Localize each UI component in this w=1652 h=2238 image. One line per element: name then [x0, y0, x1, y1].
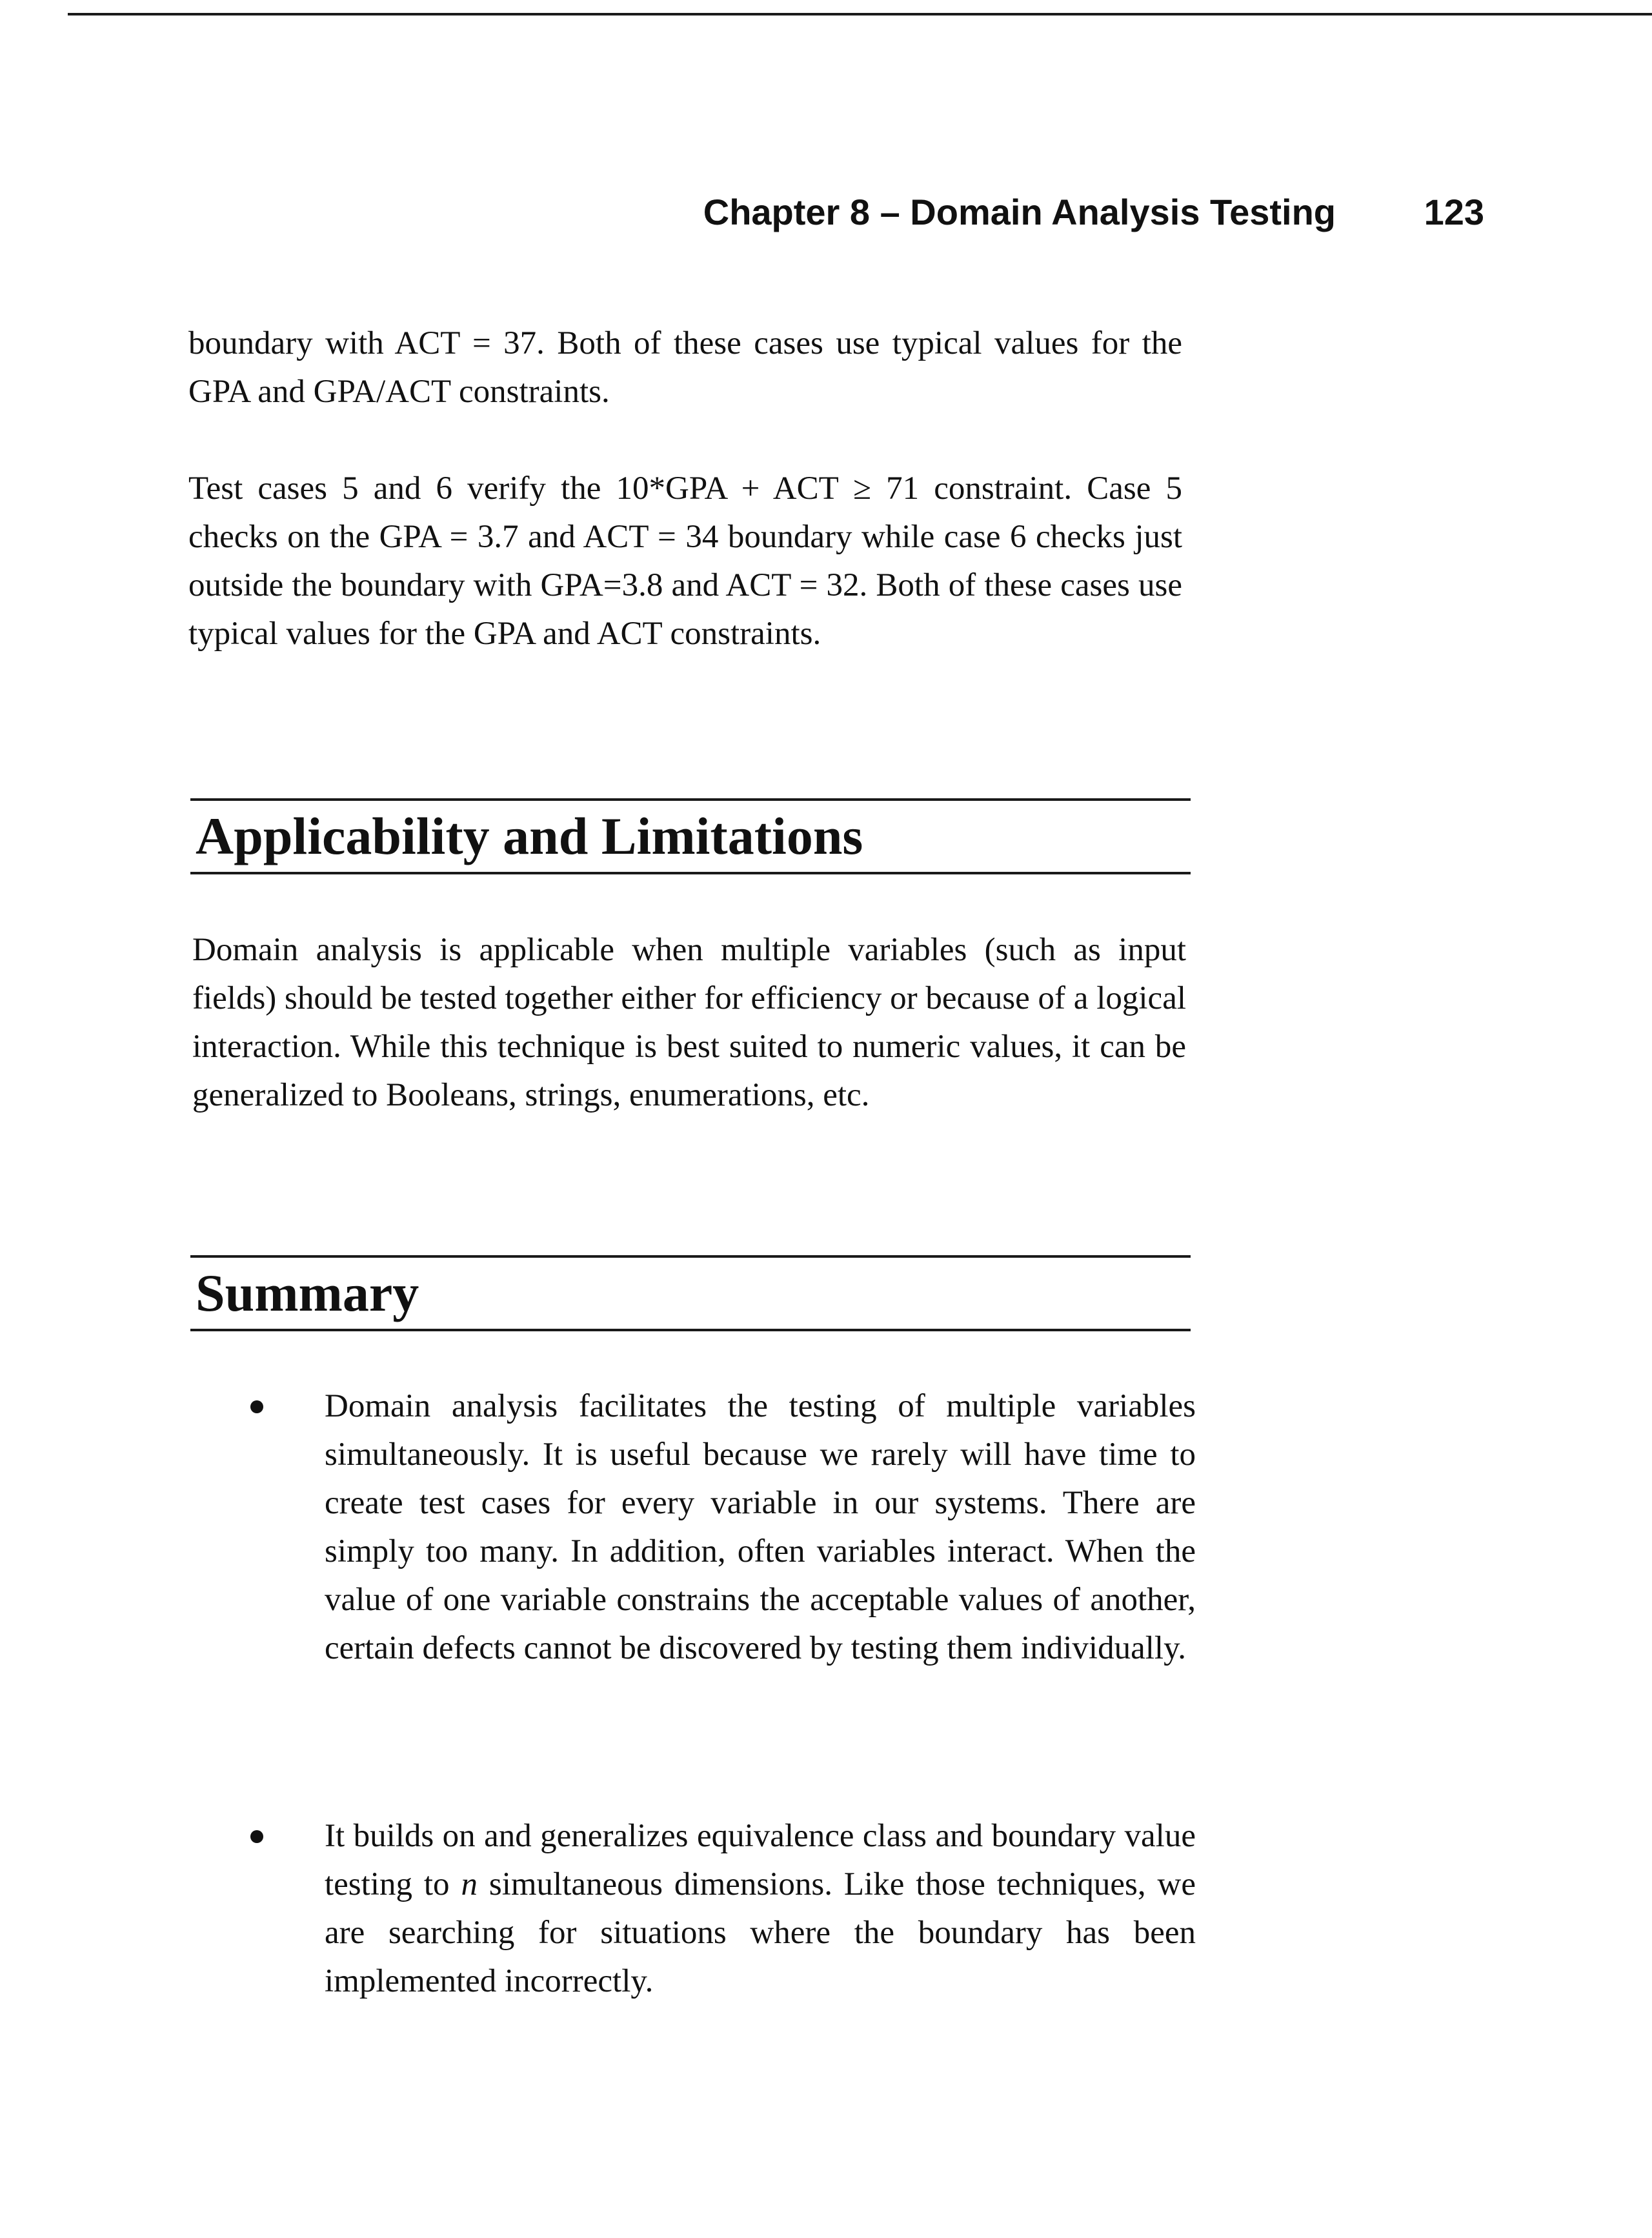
- paragraph-test-cases: Test cases 5 and 6 verify the 10*GPA + ACT ≥ 71 constraint. Case 5 checks on the GPA = 3.7 and ACT = 34 boundary while case 6 checks just outside the boundary with GPA=3.8 and ACT = 32. Both of these cases use typical values for the GPA and ACT constraints.: [188, 470, 1182, 652]
- dimension-variable: n: [461, 1866, 478, 1902]
- bullet-text-start: It builds on and generalizes equivalence class and boundary value testing to: [325, 1818, 1196, 1902]
- chapter-title: Chapter 8 – Domain Analysis Testing: [703, 192, 1336, 232]
- summary-bullet-text: Domain analysis facilitates the testing of multiple variables simultaneously. It is useful because we rarely will have time to create test cases for every variable in our systems. There are simply too many. In addition, often variables interact. When the value of one variable constrains the acceptable values of another, certain defects cannot be discovered by testing them individually.: [325, 1388, 1196, 1666]
- summary-bullet-1: [255, 1382, 1194, 1673]
- paragraph-boundary-act: boundary with ACT = 37. Both of these cases use typical values for the GPA and GPA/ACT constraints.: [188, 325, 1182, 410]
- heading-rule-bottom: [190, 1329, 1191, 1331]
- paragraph-applicability: Domain analysis is applicable when multiple variables (such as input fields) should be tested together either for efficiency or because of a logical interaction. While this technique is best suited to numeric values, it can be generalized to Booleans, strings, enumerations, etc.: [192, 932, 1186, 1113]
- summary-bullet-text: [325, 1812, 1196, 2006]
- bullet-icon: [250, 1830, 263, 1843]
- section-applicability-heading: [190, 798, 1191, 874]
- page-number: 123: [1424, 192, 1484, 232]
- section-summary-heading: [190, 1255, 1191, 1331]
- summary-bullet-2: [255, 1812, 1194, 2006]
- heading-summary: Summary: [196, 1264, 419, 1322]
- top-border-rule: [68, 13, 1652, 15]
- heading-applicability: Applicability and Limitations: [196, 807, 863, 865]
- bullet-text-end: simultaneous dimensions. Like those techniques, we are searching for situations where the boundary has been implemented incorrectly.: [325, 1866, 1196, 1999]
- bullet-icon: [250, 1400, 263, 1413]
- heading-rule-bottom: [190, 872, 1191, 874]
